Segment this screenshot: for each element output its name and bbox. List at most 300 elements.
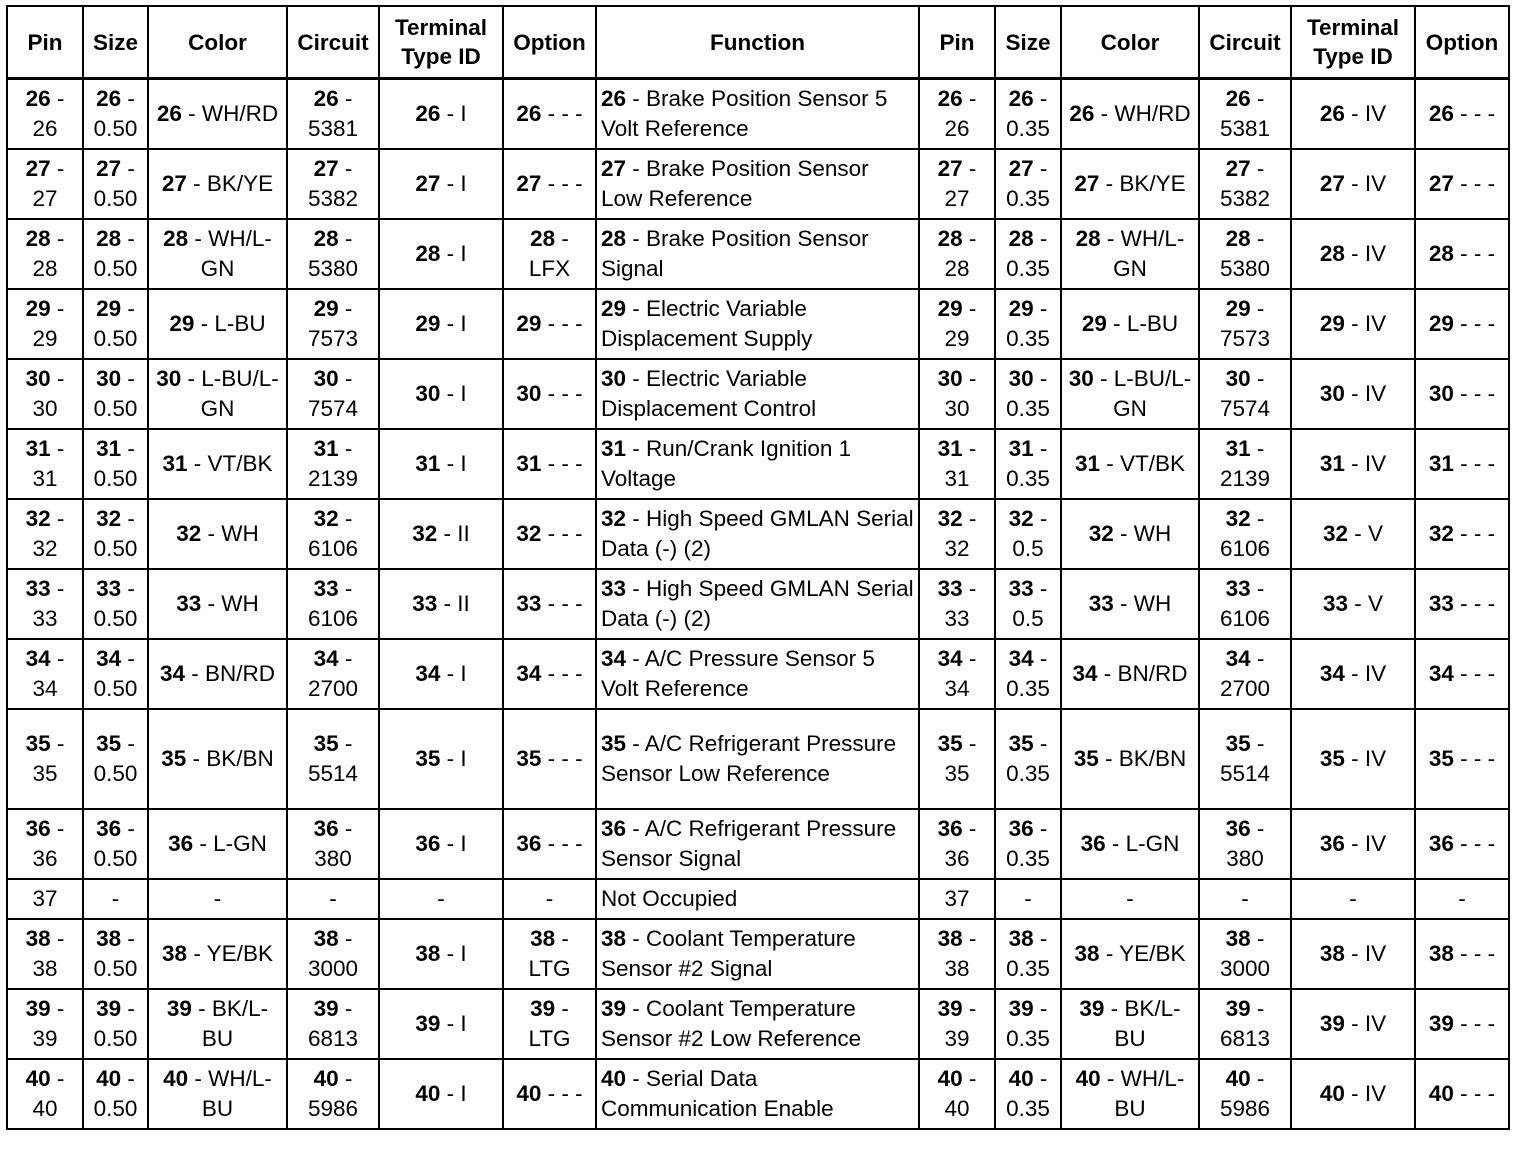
cell-value: I <box>460 381 467 406</box>
cell-separator: - <box>1344 746 1365 771</box>
cell-separator: - <box>50 731 65 756</box>
cell-pin-prefix: 36 <box>1225 816 1251 841</box>
cell-separator: - <box>194 311 215 336</box>
cell-separator: - <box>1453 521 1474 546</box>
color-cell-2 <box>1061 569 1199 639</box>
cell-value: 5382 <box>1219 186 1271 211</box>
terminal-type-cell <box>379 149 503 219</box>
cell-value: BN/RD <box>1117 661 1188 686</box>
table-row <box>7 499 1509 569</box>
cell-separator: - <box>1453 1081 1474 1106</box>
cell-value: VT/BK <box>1120 451 1186 476</box>
cell-pin-prefix: 27 <box>516 171 542 196</box>
cell-value: 6813 <box>307 1026 359 1051</box>
cell-pin-prefix: 35 <box>937 731 963 756</box>
option-cell <box>503 709 596 809</box>
cell-pin-prefix: 33 <box>25 576 51 601</box>
terminal-type-cell-2 <box>1291 79 1415 150</box>
cell-pin-prefix: 36 <box>937 816 963 841</box>
header-size-2: Size <box>995 6 1061 79</box>
cell-value: 6106 <box>1219 536 1271 561</box>
cell-value: 0.35 <box>1006 396 1050 421</box>
function-cell <box>596 79 919 150</box>
circuit-cell-2 <box>1199 639 1291 709</box>
cell-pin-prefix: 40 <box>516 1081 542 1106</box>
cell-pin-prefix: 31 <box>1225 436 1251 461</box>
cell-separator: - <box>1250 731 1265 756</box>
header-pin-2: Pin <box>919 6 995 79</box>
cell-pin-prefix: 36 <box>25 816 51 841</box>
cell-pin-prefix: 39 <box>166 996 192 1021</box>
cell-value: 7574 <box>1219 396 1271 421</box>
terminal-type-cell <box>379 1059 503 1129</box>
cell-value: 38 <box>944 956 970 981</box>
cell-separator: - <box>1250 436 1265 461</box>
cell-pin-prefix: 38 <box>415 941 441 966</box>
cell-value: IV <box>1364 451 1387 476</box>
cell-separator: - <box>1033 366 1048 391</box>
cell-pin-prefix: 35 <box>1428 746 1454 771</box>
cell-separator: - <box>440 381 461 406</box>
cell-pin-prefix: 36 <box>96 816 122 841</box>
cell-value: 6106 <box>307 606 359 631</box>
cell-separator: - <box>338 156 353 181</box>
cell-pin-prefix: 36 <box>313 816 339 841</box>
cell-value: I <box>460 101 467 126</box>
cell-separator: - <box>626 646 645 671</box>
terminal-type-cell <box>379 709 503 809</box>
color-cell-2 <box>1061 639 1199 709</box>
cell-pin-prefix: 31 <box>601 436 627 461</box>
terminal-type-cell <box>379 639 503 709</box>
cell-separator: - <box>1033 646 1048 671</box>
cell-value: IV <box>1364 101 1387 126</box>
cell-separator: - <box>626 926 647 951</box>
cell-separator: - <box>338 731 353 756</box>
cell-separator: - <box>1250 86 1265 111</box>
cell-pin-prefix: 34 <box>1008 646 1034 671</box>
color-cell <box>148 879 287 919</box>
cell-value: I <box>460 451 467 476</box>
cell-pin-prefix: 26 <box>156 101 182 126</box>
cell-pin-prefix: 30 <box>1068 366 1094 391</box>
cell-separator: - <box>1250 926 1265 951</box>
cell-value: 0.50 <box>93 1026 138 1051</box>
cell-separator: - <box>1250 576 1265 601</box>
cell-pin-prefix: 33 <box>1008 576 1034 601</box>
cell-separator: - <box>188 1066 209 1091</box>
cell-value: 6813 <box>1219 1026 1271 1051</box>
cell-separator: - <box>626 996 647 1021</box>
terminal-type-cell <box>379 809 503 879</box>
option-cell-2 <box>1415 639 1509 709</box>
cell-separator: - <box>1250 996 1265 1021</box>
option-cell <box>503 569 596 639</box>
cell-separator: - <box>440 1011 461 1036</box>
cell-pin-prefix: 32 <box>25 506 51 531</box>
cell-pin-prefix: 34 <box>1428 661 1454 686</box>
cell-value: II <box>457 591 470 616</box>
cell-value: I <box>460 241 467 266</box>
color-cell <box>148 709 287 809</box>
size-cell-2 <box>995 499 1061 569</box>
cell-separator: - <box>1453 941 1474 966</box>
terminal-type-cell-2 <box>1291 919 1415 989</box>
terminal-type-cell-2 <box>1291 709 1415 809</box>
cell-value: 0.50 <box>93 186 138 211</box>
pin-cell-2 <box>919 79 995 150</box>
cell-pin-prefix: 33 <box>1428 591 1454 616</box>
cell-separator: - <box>440 101 461 126</box>
terminal-type-cell-2 <box>1291 149 1415 219</box>
cell-pin-prefix: 39 <box>1225 996 1251 1021</box>
cell-value: BK/BN <box>206 746 274 771</box>
cell-separator: - <box>1344 451 1365 476</box>
cell-value: V <box>1368 521 1384 546</box>
cell-pin-prefix: 31 <box>162 451 188 476</box>
color-cell <box>148 149 287 219</box>
cell-separator: - <box>626 156 647 181</box>
size-cell-2 <box>995 809 1061 879</box>
cell-value: II <box>457 521 470 546</box>
cell-separator: - <box>1250 366 1265 391</box>
cell-value: BN/RD <box>205 661 276 686</box>
cell-separator: - <box>1250 296 1265 321</box>
terminal-type-cell <box>379 919 503 989</box>
cell-pin-prefix: 30 <box>516 381 542 406</box>
size-cell <box>83 219 148 289</box>
cell-value: - - <box>1473 241 1496 266</box>
header-circuit-2: Circuit <box>1199 6 1291 79</box>
cell-pin-prefix: 30 <box>1319 381 1345 406</box>
function-cell <box>596 149 919 219</box>
size-cell-2 <box>995 219 1061 289</box>
cell-separator: - <box>201 521 222 546</box>
cell-pin-prefix: 32 <box>412 521 438 546</box>
option-cell-2 <box>1415 1059 1509 1129</box>
circuit-cell <box>287 809 379 879</box>
cell-pin-prefix: 38 <box>1008 926 1034 951</box>
cell-text: - <box>329 886 337 911</box>
cell-pin-prefix: 28 <box>163 226 189 251</box>
cell-value: L-BU/L-GN <box>1113 366 1192 421</box>
cell-separator: - <box>201 591 222 616</box>
function-cell <box>596 709 919 809</box>
cell-value: 5382 <box>307 186 359 211</box>
cell-pin-prefix: 34 <box>1072 661 1098 686</box>
circuit-cell <box>287 1059 379 1129</box>
cell-value: IV <box>1364 381 1387 406</box>
cell-separator: - <box>541 101 562 126</box>
option-cell <box>503 879 596 919</box>
cell-pin-prefix: 40 <box>1075 1066 1101 1091</box>
cell-pin-prefix: 34 <box>1225 646 1251 671</box>
cell-separator: - <box>962 816 977 841</box>
pin-cell <box>7 429 83 499</box>
cell-separator: - <box>440 171 461 196</box>
circuit-cell <box>287 879 379 919</box>
circuit-cell-2 <box>1199 149 1291 219</box>
cell-separator: - <box>1348 521 1368 546</box>
cell-pin-prefix: 31 <box>313 436 339 461</box>
option-cell <box>503 809 596 879</box>
cell-separator: - <box>1106 311 1127 336</box>
size-cell <box>83 709 148 809</box>
cell-pin-prefix: 27 <box>1008 156 1034 181</box>
cell-value: 34 <box>32 676 58 701</box>
cell-pin-prefix: 29 <box>516 311 542 336</box>
color-cell <box>148 289 287 359</box>
cell-pin-prefix: 36 <box>601 816 627 841</box>
cell-separator: - <box>541 521 562 546</box>
size-cell-2 <box>995 989 1061 1059</box>
cell-pin-prefix: 28 <box>1428 241 1454 266</box>
cell-pin-prefix: 28 <box>1075 226 1101 251</box>
terminal-type-cell <box>379 429 503 499</box>
cell-value: I <box>460 746 467 771</box>
cell-value: WH <box>221 521 259 546</box>
cell-pin-prefix: 36 <box>1008 816 1034 841</box>
cell-pin-prefix: 27 <box>937 156 963 181</box>
terminal-type-cell-2 <box>1291 639 1415 709</box>
terminal-type-cell <box>379 989 503 1059</box>
cell-value: - - <box>561 311 583 336</box>
cell-value: 30 <box>32 396 58 421</box>
cell-value: 39 <box>944 1026 970 1051</box>
cell-pin-prefix: 31 <box>1008 436 1034 461</box>
cell-pin-prefix: 27 <box>415 171 441 196</box>
table-row <box>7 289 1509 359</box>
terminal-type-cell <box>379 219 503 289</box>
option-cell-2 <box>1415 879 1509 919</box>
cell-separator: - <box>1250 1066 1265 1091</box>
size-cell <box>83 879 148 919</box>
option-cell <box>503 989 596 1059</box>
cell-separator: - <box>188 226 209 251</box>
cell-separator: - <box>187 941 207 966</box>
cell-pin-prefix: 30 <box>96 366 122 391</box>
cell-value: 0.50 <box>93 256 138 281</box>
color-cell-2 <box>1061 709 1199 809</box>
cell-value: VT/BK <box>207 451 273 476</box>
option-cell-2 <box>1415 429 1509 499</box>
cell-value: 7574 <box>307 396 359 421</box>
cell-value: 34 <box>944 676 970 701</box>
cell-pin-prefix: 26 <box>415 101 441 126</box>
cell-value: BK/YE <box>206 171 274 196</box>
cell-separator: - <box>121 226 135 251</box>
color-cell <box>148 499 287 569</box>
cell-value: - - <box>1473 661 1496 686</box>
cell-value: - - <box>561 1081 583 1106</box>
cell-value: IV <box>1364 746 1387 771</box>
cell-pin-prefix: 32 <box>1322 521 1348 546</box>
cell-text: Not Occupied <box>601 886 738 911</box>
cell-value: - - <box>561 101 583 126</box>
size-cell-2 <box>995 709 1061 809</box>
cell-separator: - <box>1100 451 1120 476</box>
cell-separator: - <box>626 226 647 251</box>
cell-separator: - <box>1113 521 1134 546</box>
cell-pin-prefix: 30 <box>415 381 441 406</box>
pin-cell-2 <box>919 809 995 879</box>
cell-value: - - <box>1473 746 1496 771</box>
size-cell <box>83 429 148 499</box>
cell-separator: - <box>1033 1066 1048 1091</box>
cell-value: I <box>460 831 467 856</box>
cell-value: - - <box>561 451 583 476</box>
size-cell-2 <box>995 429 1061 499</box>
pin-cell-2 <box>919 149 995 219</box>
cell-value: Electric Variable Displacement Control <box>601 366 817 421</box>
cell-separator: - <box>121 996 135 1021</box>
cell-value: I <box>460 1081 467 1106</box>
color-cell-2 <box>1061 989 1199 1059</box>
header-terminal-type-id: Terminal Type ID <box>379 6 503 79</box>
cell-value: Electric Variable Displacement Supply <box>601 296 813 351</box>
cell-value: IV <box>1364 941 1387 966</box>
cell-pin-prefix: 28 <box>530 226 556 251</box>
cell-pin-prefix: 32 <box>313 506 339 531</box>
cell-separator: - <box>626 1066 647 1091</box>
cell-separator: - <box>121 156 135 181</box>
size-cell-2 <box>995 289 1061 359</box>
cell-text: - <box>213 886 222 911</box>
option-cell-2 <box>1415 989 1509 1059</box>
cell-value: - - <box>1473 1011 1496 1036</box>
cell-pin-prefix: 36 <box>1080 831 1106 856</box>
pin-cell-2 <box>919 289 995 359</box>
cell-separator: - <box>1033 86 1048 111</box>
cell-value: - - <box>561 521 583 546</box>
function-cell <box>596 879 919 919</box>
cell-value: YE/BK <box>1119 941 1186 966</box>
option-cell <box>503 639 596 709</box>
cell-separator: - <box>338 436 353 461</box>
cell-value: Brake Position Sensor Low Reference <box>601 156 869 211</box>
cell-value: 0.50 <box>93 606 138 631</box>
cell-text: - <box>1126 886 1134 911</box>
cell-value: 380 <box>314 846 352 871</box>
cell-separator: - <box>1093 366 1114 391</box>
table-row <box>7 809 1509 879</box>
header-function: Function <box>596 6 919 79</box>
function-cell <box>596 219 919 289</box>
cell-separator: - <box>962 506 977 531</box>
cell-value: - - <box>561 661 583 686</box>
cell-pin-prefix: 38 <box>1319 941 1345 966</box>
cell-pin-prefix: 40 <box>96 1066 122 1091</box>
cell-value: - - <box>561 591 583 616</box>
pin-cell-2 <box>919 429 995 499</box>
table-row <box>7 1059 1509 1129</box>
cell-pin-prefix: 31 <box>415 451 441 476</box>
size-cell <box>83 919 148 989</box>
cell-separator: - <box>50 226 65 251</box>
size-cell <box>83 499 148 569</box>
cell-value: 0.35 <box>1006 116 1050 141</box>
cell-separator: - <box>1033 156 1048 181</box>
cell-separator: - <box>50 156 65 181</box>
cell-value: 35 <box>32 761 58 786</box>
cell-text: - <box>111 886 120 911</box>
table-row <box>7 359 1509 429</box>
color-cell-2 <box>1061 149 1199 219</box>
cell-value: Serial Data Communication Enable <box>601 1066 834 1121</box>
option-cell <box>503 1059 596 1129</box>
cell-value: WH <box>221 591 259 616</box>
pin-cell <box>7 809 83 879</box>
cell-separator: - <box>626 436 647 461</box>
cell-separator: - <box>962 926 977 951</box>
cell-separator: - <box>962 731 977 756</box>
cell-value: WH/L-GN <box>200 226 272 281</box>
cell-value: 0.35 <box>1006 1026 1050 1051</box>
cell-pin-prefix: 27 <box>25 156 51 181</box>
cell-value: 2139 <box>1219 466 1271 491</box>
circuit-cell-2 <box>1199 879 1291 919</box>
cell-pin-prefix: 35 <box>161 746 187 771</box>
option-cell-2 <box>1415 709 1509 809</box>
cell-separator: - <box>338 1066 353 1091</box>
option-cell <box>503 919 596 989</box>
cell-pin-prefix: 40 <box>601 1066 627 1091</box>
cell-separator: - <box>1099 941 1120 966</box>
cell-value: IV <box>1364 1011 1387 1036</box>
cell-separator: - <box>1033 816 1048 841</box>
cell-pin-prefix: 38 <box>25 926 51 951</box>
circuit-cell-2 <box>1199 79 1291 150</box>
cell-pin-prefix: 35 <box>1225 731 1251 756</box>
header-option: Option <box>503 6 596 79</box>
function-cell <box>596 639 919 709</box>
cell-value: L-GN <box>1125 831 1180 856</box>
color-cell <box>148 429 287 499</box>
circuit-cell <box>287 499 379 569</box>
cell-value: 0.35 <box>1006 256 1050 281</box>
cell-pin-prefix: 31 <box>96 436 122 461</box>
color-cell-2 <box>1061 809 1199 879</box>
pin-cell-2 <box>919 359 995 429</box>
cell-value: 0.35 <box>1006 186 1050 211</box>
circuit-cell <box>287 709 379 809</box>
cell-separator: - <box>1033 436 1048 461</box>
cell-pin-prefix: 36 <box>1428 831 1454 856</box>
pin-cell <box>7 879 83 919</box>
cell-pin-prefix: 39 <box>601 996 627 1021</box>
cell-value: V <box>1368 591 1384 616</box>
cell-pin-prefix: 34 <box>159 661 185 686</box>
terminal-type-cell-2 <box>1291 809 1415 879</box>
option-cell <box>503 149 596 219</box>
cell-pin-prefix: 29 <box>313 296 339 321</box>
cell-separator: - <box>437 521 458 546</box>
cell-value: LTG <box>528 1026 571 1051</box>
cell-separator: - <box>1344 101 1365 126</box>
cell-pin-prefix: 28 <box>313 226 339 251</box>
cell-separator: - <box>185 661 205 686</box>
connector-pinout-table <box>6 5 1510 1130</box>
cell-separator: - <box>338 226 353 251</box>
circuit-cell <box>287 919 379 989</box>
pin-cell <box>7 289 83 359</box>
cell-value: 32 <box>32 536 58 561</box>
cell-value: 0.50 <box>93 116 138 141</box>
cell-separator: - <box>1113 591 1134 616</box>
cell-value: 28 <box>944 256 970 281</box>
cell-value: WH <box>1133 521 1172 546</box>
cell-value: 2700 <box>1219 676 1271 701</box>
